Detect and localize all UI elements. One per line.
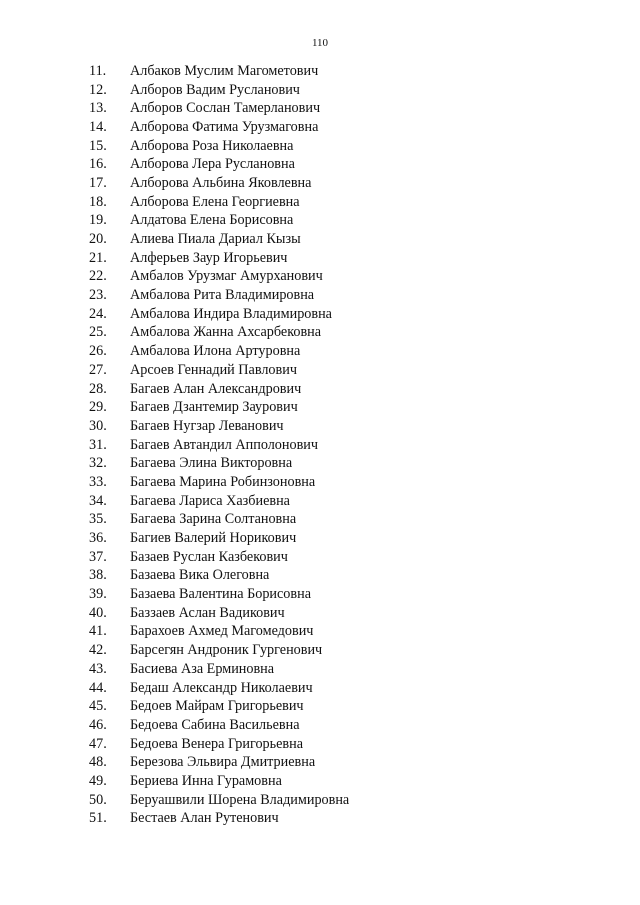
list-item-number: 41. bbox=[89, 623, 107, 640]
list-item bbox=[0, 660, 640, 679]
list-item bbox=[0, 511, 640, 530]
page-number: 110 bbox=[311, 37, 329, 49]
list-item bbox=[0, 249, 640, 268]
list-item-name: Барахоев Ахмед Магомедович bbox=[130, 623, 314, 640]
list-item-name: Багаева Лариса Хазбиевна bbox=[130, 492, 290, 509]
list-item bbox=[0, 155, 640, 174]
list-item-number: 18. bbox=[89, 193, 107, 210]
list-item-number: 39. bbox=[89, 586, 107, 603]
list-item bbox=[0, 212, 640, 231]
list-item-number: 36. bbox=[89, 530, 107, 547]
list-item-number: 38. bbox=[89, 567, 107, 584]
list-item-name: Базаева Валентина Борисовна bbox=[130, 586, 311, 603]
list-item-number: 26. bbox=[89, 343, 107, 360]
list-item-number: 19. bbox=[89, 212, 107, 229]
list-item-number: 13. bbox=[89, 100, 107, 117]
list-item-name: Алборов Вадим Русланович bbox=[130, 81, 300, 98]
list-item bbox=[0, 492, 640, 511]
list-item-name: Амбалов Урузмаг Амурханович bbox=[130, 268, 323, 285]
list-item bbox=[0, 286, 640, 305]
name-list bbox=[0, 62, 640, 828]
list-item bbox=[0, 342, 640, 361]
list-item-number: 23. bbox=[89, 287, 107, 304]
list-item-number: 25. bbox=[89, 324, 107, 341]
list-item-name: Багаев Автандил Апполонович bbox=[130, 436, 319, 453]
list-item-name: Барсегян Андроник Гургенович bbox=[130, 642, 323, 659]
list-item bbox=[0, 567, 640, 586]
list-item-number: 14. bbox=[89, 118, 107, 135]
list-item-name: Беруашвили Шорена Владимировна bbox=[130, 791, 350, 808]
list-item-number: 37. bbox=[89, 548, 107, 565]
list-item bbox=[0, 604, 640, 623]
list-item bbox=[0, 454, 640, 473]
list-item-number: 30. bbox=[89, 417, 107, 434]
list-item-name: Баззаев Аслан Вадикович bbox=[130, 604, 285, 621]
list-item-number: 24. bbox=[89, 305, 107, 322]
list-item-name: Амбалова Индира Владимировна bbox=[130, 305, 332, 322]
list-item-number: 35. bbox=[89, 511, 107, 528]
list-item bbox=[0, 473, 640, 492]
list-item bbox=[0, 305, 640, 324]
list-item bbox=[0, 193, 640, 212]
list-item-name: Березова Эльвира Дмитриевна bbox=[130, 754, 316, 771]
list-item-number: 31. bbox=[89, 436, 107, 453]
list-item-number: 34. bbox=[89, 492, 107, 509]
list-item-number: 29. bbox=[89, 399, 107, 416]
list-item bbox=[0, 585, 640, 604]
list-item-name: Бедаш Александр Николаевич bbox=[130, 679, 313, 696]
list-item bbox=[0, 810, 640, 829]
list-item bbox=[0, 623, 640, 642]
list-item-name: Багаева Элина Викторовна bbox=[130, 455, 293, 472]
list-item bbox=[0, 380, 640, 399]
list-item bbox=[0, 529, 640, 548]
list-item bbox=[0, 417, 640, 436]
list-item-name: Алдатова Елена Борисовна bbox=[130, 212, 294, 229]
list-item bbox=[0, 791, 640, 810]
list-item bbox=[0, 137, 640, 156]
list-item-name: Бестаев Алан Рутенович bbox=[130, 810, 279, 827]
list-item-name: Багиев Валерий Норикович bbox=[130, 530, 297, 547]
list-item bbox=[0, 772, 640, 791]
list-item-name: Алборова Елена Георгиевна bbox=[130, 193, 300, 210]
list-item-name: Багаев Дзантемир Заурович bbox=[130, 399, 298, 416]
list-item-name: Албаков Муслим Магометович bbox=[130, 62, 319, 79]
list-item-number: 47. bbox=[89, 735, 107, 752]
list-item-name: Багаев Алан Александрович bbox=[130, 380, 302, 397]
list-item bbox=[0, 641, 640, 660]
list-item-number: 15. bbox=[89, 137, 107, 154]
list-item-number: 28. bbox=[89, 380, 107, 397]
list-item-name: Амбалова Рита Владимировна bbox=[130, 287, 315, 304]
list-item bbox=[0, 436, 640, 455]
list-item-name: Базаева Вика Олеговна bbox=[130, 567, 270, 584]
list-item-number: 33. bbox=[89, 473, 107, 490]
list-item-name: Базаев Руслан Казбекович bbox=[130, 548, 288, 565]
list-item-number: 48. bbox=[89, 754, 107, 771]
list-item-number: 22. bbox=[89, 268, 107, 285]
list-item-number: 51. bbox=[89, 810, 107, 827]
list-item-name: Алборова Роза Николаевна bbox=[130, 137, 294, 154]
list-item bbox=[0, 697, 640, 716]
list-item-name: Бедоев Майрам Григорьевич bbox=[130, 698, 304, 715]
list-item bbox=[0, 118, 640, 137]
list-item-name: Басиева Аза Ерминовна bbox=[130, 660, 275, 677]
list-item-number: 21. bbox=[89, 249, 107, 266]
list-item-name: Бедоева Венера Григорьевна bbox=[130, 735, 303, 752]
list-item-name: Алферьев Заур Игорьевич bbox=[130, 249, 288, 266]
list-item bbox=[0, 548, 640, 567]
list-item-name: Амбалова Илона Артуровна bbox=[130, 343, 301, 360]
list-item bbox=[0, 753, 640, 772]
list-item-number: 42. bbox=[89, 642, 107, 659]
list-item-name: Бериева Инна Гурамовна bbox=[130, 772, 282, 789]
list-item bbox=[0, 324, 640, 343]
list-item-number: 17. bbox=[89, 174, 107, 191]
list-item-number: 16. bbox=[89, 156, 107, 173]
list-item-name: Багаева Марина Робинзоновна bbox=[130, 473, 316, 490]
list-item-number: 32. bbox=[89, 455, 107, 472]
list-item bbox=[0, 398, 640, 417]
list-item bbox=[0, 716, 640, 735]
list-item bbox=[0, 99, 640, 118]
list-item-name: Амбалова Жанна Ахсарбековна bbox=[130, 324, 322, 341]
list-item-name: Алборова Фатима Урузмаговна bbox=[130, 118, 319, 135]
list-item-number: 11. bbox=[89, 62, 107, 79]
list-item-number: 27. bbox=[89, 361, 107, 378]
list-item bbox=[0, 361, 640, 380]
list-item-name: Алборов Сослан Тамерланович bbox=[130, 100, 321, 117]
list-item-number: 45. bbox=[89, 698, 107, 715]
list-item bbox=[0, 62, 640, 81]
list-item-number: 12. bbox=[89, 81, 107, 98]
list-item bbox=[0, 81, 640, 100]
list-item-name: Алиева Пиала Дариал Кызы bbox=[130, 231, 301, 248]
list-item-number: 20. bbox=[89, 231, 107, 248]
list-item-name: Алборова Лера Руслановна bbox=[130, 156, 295, 173]
list-item bbox=[0, 268, 640, 287]
list-item bbox=[0, 735, 640, 754]
list-item-name: Багаева Зарина Солтановна bbox=[130, 511, 297, 528]
list-item-name: Багаев Нугзар Леванович bbox=[130, 417, 284, 434]
list-item bbox=[0, 679, 640, 698]
list-item-number: 40. bbox=[89, 604, 107, 621]
list-item-name: Алборова Альбина Яковлевна bbox=[130, 174, 312, 191]
list-item-number: 50. bbox=[89, 791, 107, 808]
list-item-name: Арсоев Геннадий Павлович bbox=[130, 361, 297, 378]
list-item bbox=[0, 230, 640, 249]
list-item bbox=[0, 174, 640, 193]
list-item-number: 43. bbox=[89, 660, 107, 677]
list-item-number: 49. bbox=[89, 772, 107, 789]
list-item-number: 46. bbox=[89, 716, 107, 733]
list-item-number: 44. bbox=[89, 679, 107, 696]
list-item-name: Бедоева Сабина Васильевна bbox=[130, 716, 300, 733]
